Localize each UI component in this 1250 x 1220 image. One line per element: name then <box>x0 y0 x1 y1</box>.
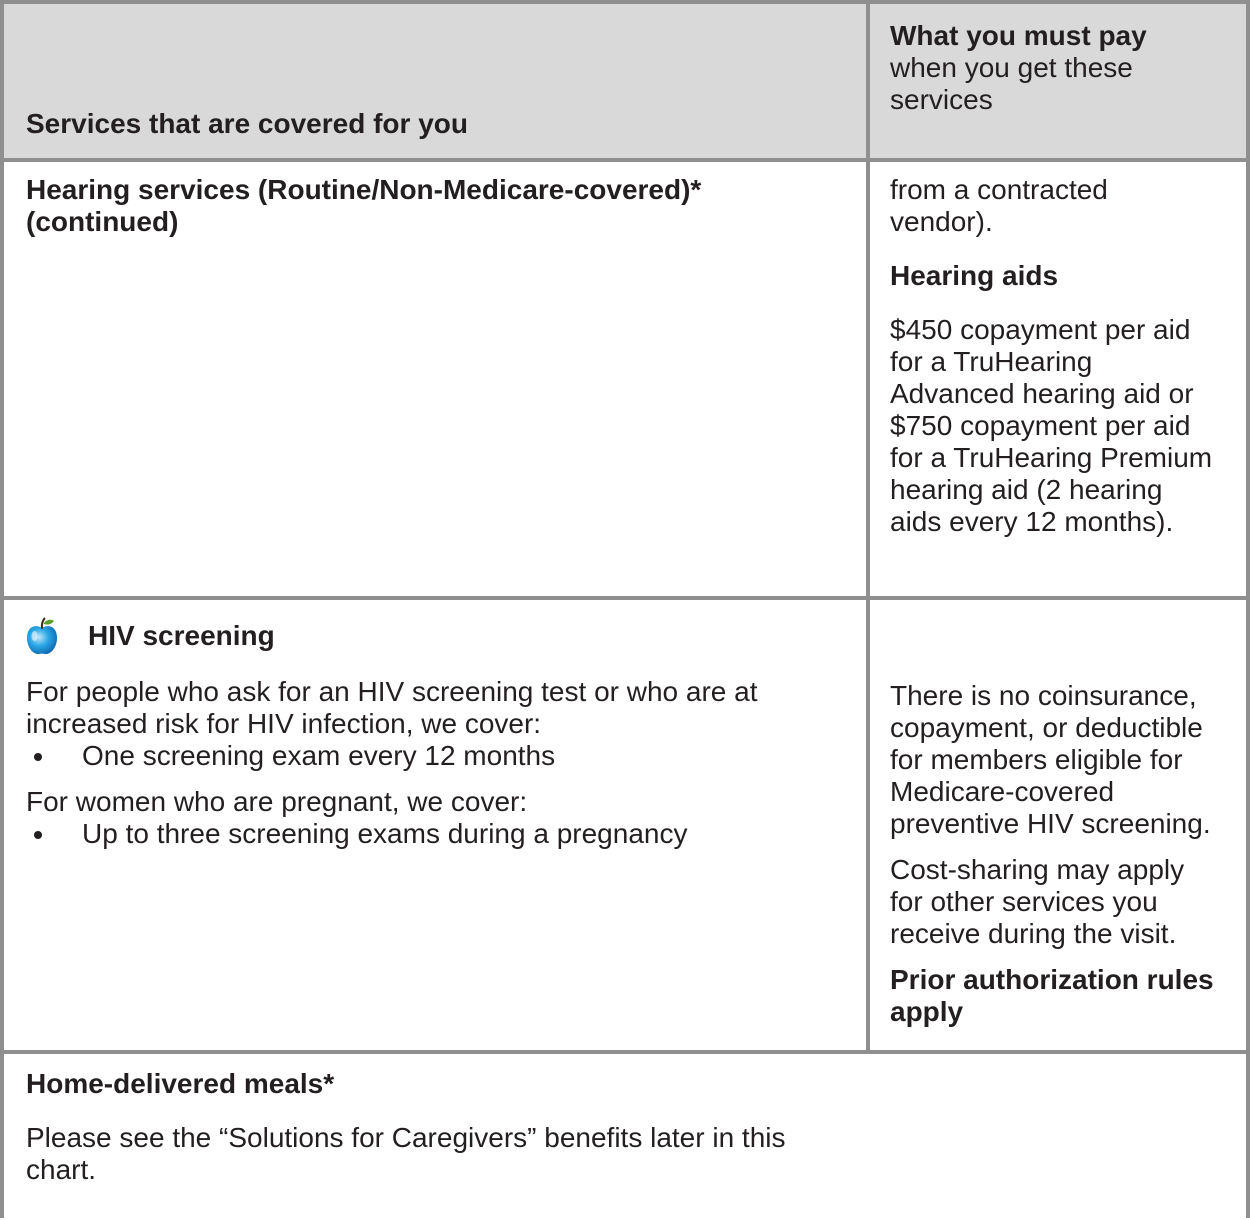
table-row-hearing <box>4 158 1246 596</box>
list-item <box>26 818 850 850</box>
hearing-aids-line: for a TruHearing <box>890 346 1093 377</box>
hiv-pay-line: receive during the visit. <box>890 918 1177 949</box>
hearing-aids-line: $450 copayment per aid <box>890 314 1191 345</box>
hiv-pay-cell <box>866 600 1246 1050</box>
prior-auth-line-2: apply <box>890 996 964 1027</box>
prior-auth-line-1: Prior authorization rules <box>890 964 1214 995</box>
hiv-pay-block-1 <box>890 680 1242 840</box>
hiv-intro-line-2: increased risk for HIV infection, we cover: <box>26 708 542 739</box>
hearing-aids-line: hearing aid (2 hearing <box>890 474 1163 505</box>
hiv-title-line <box>26 616 850 656</box>
hiv-pay-line: for other services you <box>890 886 1158 917</box>
hiv-pay-line: for members eligible for <box>890 744 1183 775</box>
header-pay-subtext-2: services <box>890 84 993 115</box>
hearing-aids-copay-block <box>890 314 1242 538</box>
prior-authorization-note <box>890 964 1242 1028</box>
table-row-meals <box>4 1050 1246 1220</box>
hearing-services-cell <box>4 162 866 596</box>
hiv-pay-block-2 <box>890 854 1242 950</box>
header-services-label: Services that are covered for you <box>26 108 468 139</box>
hearing-pay-line: vendor). <box>890 206 993 237</box>
bullet-dot <box>34 831 42 839</box>
hiv-pay-line: There is no coinsurance, <box>890 680 1197 711</box>
hearing-pay-cell <box>866 162 1246 596</box>
header-services-cell <box>4 4 866 158</box>
hiv-pay-line: Medicare-covered <box>890 776 1115 807</box>
hiv-pay-line: Cost-sharing may apply <box>890 854 1185 885</box>
header-pay-label: What you must pay <box>890 20 1147 51</box>
hearing-aids-heading: Hearing aids <box>890 260 1059 291</box>
hearing-aids-line: $750 copayment per aid <box>890 410 1191 441</box>
header-pay-cell <box>866 4 1246 158</box>
hiv-pay-line: preventive HIV screening. <box>890 808 1211 839</box>
hearing-pay-line: from a contracted <box>890 174 1108 205</box>
meals-pay-cell <box>866 1054 1246 1220</box>
hiv-bullet-1: One screening exam every 12 months <box>82 740 556 771</box>
meals-text-line-2: chart. <box>26 1154 97 1185</box>
hearing-aids-line: aids every 12 months). <box>890 506 1174 537</box>
table-row-hiv <box>4 596 1246 1050</box>
hearing-aids-line: for a TruHearing Premium <box>890 442 1213 473</box>
bullet-dot <box>34 753 42 761</box>
meals-text-line-1: Please see the “Solutions for Caregivers” benefits later in this <box>26 1122 786 1153</box>
list-item <box>26 740 850 772</box>
meals-title: Home-delivered meals* <box>26 1068 335 1099</box>
hiv-pregnant-intro: For women who are pregnant, we cover: <box>26 786 528 817</box>
hiv-pay-line: copayment, or deductible <box>890 712 1203 743</box>
table-header-row <box>4 4 1246 158</box>
hiv-services-cell <box>4 600 866 1050</box>
hearing-title-line-1: Hearing services (Routine/Non-Medicare-covered)* <box>26 174 702 205</box>
hiv-intro-line-1: For people who ask for an HIV screening test or who are at <box>26 676 758 707</box>
hearing-title-line-2: (continued) <box>26 206 179 237</box>
header-pay-subtext-1: when you get these <box>890 52 1133 83</box>
hearing-aids-line: Advanced hearing aid or <box>890 378 1194 409</box>
hiv-title: HIV screening <box>88 620 275 651</box>
hiv-bullet-2: Up to three screening exams during a pregnancy <box>82 818 688 849</box>
apple-icon <box>22 616 62 656</box>
meals-services-cell <box>4 1054 866 1220</box>
